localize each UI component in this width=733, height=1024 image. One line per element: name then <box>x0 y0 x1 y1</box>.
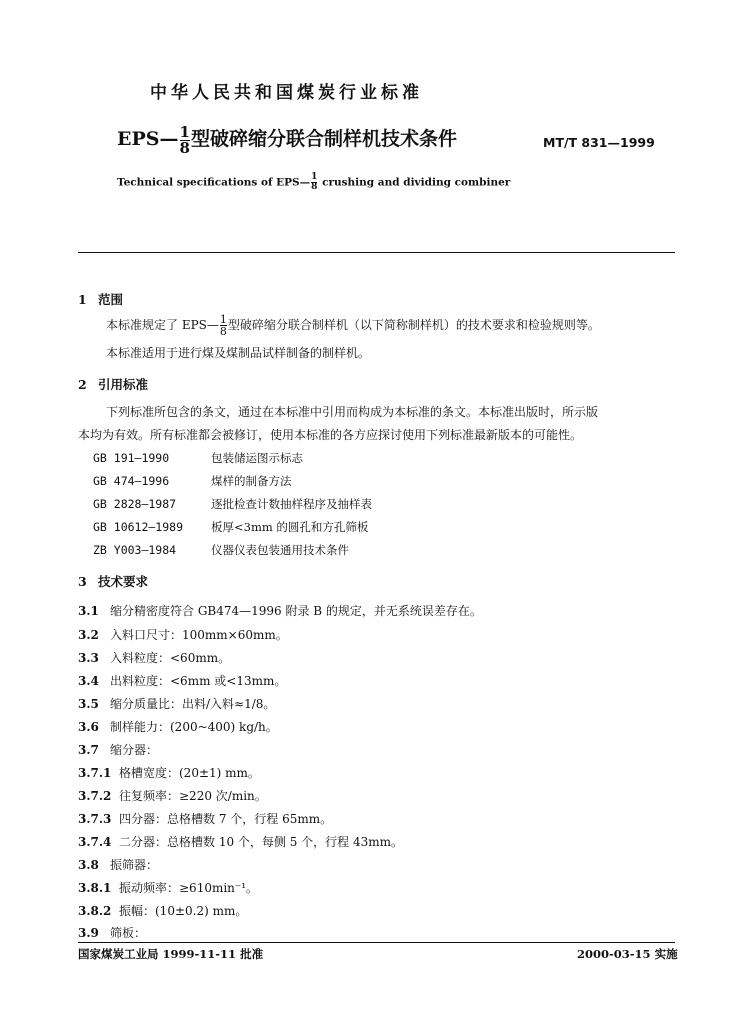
clause-3-7-3 <box>78 810 332 827</box>
reference-code: GB 2828—1987 <box>93 497 177 511</box>
clause-3-9 <box>78 924 146 941</box>
english-title-prefix: Technical specifications of EPS— <box>117 176 311 189</box>
clause-number: 3.7.4 <box>78 835 112 849</box>
section-3-number: 3 <box>78 574 87 589</box>
clause-3-6 <box>78 718 278 735</box>
clause-3-5 <box>78 695 275 712</box>
section-2-heading <box>78 375 148 393</box>
reference-item <box>93 450 303 466</box>
clause-3-3 <box>78 649 230 666</box>
title-fraction-numerator: 1 <box>179 122 190 141</box>
reference-code: GB 10612—1989 <box>93 520 184 534</box>
clause-text: 往复频率：≥220 次/min。 <box>119 789 267 803</box>
section-1-p1-suffix: 型破碎缩分联合制样机（以下简称制样机）的技术要求和检验规则等。 <box>227 318 600 332</box>
clause-3-7-1 <box>78 764 260 781</box>
clause-number: 3.4 <box>78 674 99 688</box>
reference-item <box>93 519 368 535</box>
clause-3-7 <box>78 741 158 758</box>
section-1-fraction-denominator: 8 <box>219 325 227 338</box>
document-title <box>117 124 457 156</box>
reference-code: GB 191—1990 <box>93 451 170 465</box>
reference-code: ZB Y003—1984 <box>93 543 177 557</box>
english-fraction <box>311 173 317 192</box>
implementation-line: 2000-03-15 实施 <box>577 947 678 961</box>
reference-title: 包装储运图示标志 <box>211 451 303 465</box>
reference-title: 逐批检查计数抽样程序及抽样表 <box>211 497 372 511</box>
section-2-title: 引用标准 <box>98 377 149 392</box>
clause-3-7-2 <box>78 787 267 804</box>
reference-item <box>93 542 349 558</box>
title-fraction-denominator: 8 <box>179 138 190 157</box>
clause-number: 3.9 <box>78 926 99 940</box>
clause-text: 筛板： <box>110 926 147 940</box>
clause-3-4 <box>78 672 286 689</box>
clause-number: 3.7.1 <box>78 766 112 780</box>
english-title-suffix: crushing and dividing combiner <box>322 176 511 189</box>
clause-number: 3.8.1 <box>78 881 112 895</box>
clause-text: 振幅：(10±0.2) mm。 <box>119 904 248 918</box>
reference-item <box>93 496 372 512</box>
clause-number: 3.2 <box>78 628 99 642</box>
section-1-fraction <box>220 314 227 337</box>
clause-text: 二分器：总格槽数 10 个，每侧 5 个，行程 43mm。 <box>119 835 404 849</box>
english-fraction-denominator: 8 <box>311 182 318 192</box>
clause-number: 3.8 <box>78 858 99 872</box>
section-1-heading <box>78 290 123 308</box>
clause-text: 振动频率：≥610min⁻¹。 <box>119 881 259 895</box>
reference-title: 板厚<3mm 的圆孔和方孔筛板 <box>211 520 369 534</box>
clause-number: 3.7.2 <box>78 789 112 803</box>
clause-number: 3.7.3 <box>78 812 112 826</box>
clause-number: 3.7 <box>78 743 99 757</box>
section-1-paragraph-1 <box>106 314 600 337</box>
clause-text: 缩分精密度符合 GB474—1996 附录 B 的规定，并无系统误差存在。 <box>110 604 482 618</box>
section-2-paragraph-line-1: 下列标准所包含的条文，通过在本标准中引用而构成为本标准的条文。本标准出版时，所示版 <box>106 405 599 419</box>
clause-3-1 <box>78 602 482 619</box>
clause-text: 入料口尺寸：100mm×60mm。 <box>110 628 288 642</box>
clause-text: 振筛器： <box>110 858 159 872</box>
clause-text: 出料粒度：<6mm 或<13mm。 <box>110 674 287 688</box>
section-1-title: 范围 <box>98 292 124 307</box>
clause-text: 缩分质量比：出料/入料≈1/8。 <box>110 697 276 711</box>
section-1-fraction-numerator: 1 <box>219 313 227 326</box>
header-rule <box>78 252 675 253</box>
clause-number: 3.3 <box>78 651 99 665</box>
clause-3-2 <box>78 626 288 643</box>
clause-text: 入料粒度：<60mm。 <box>110 651 231 665</box>
clause-3-8-2 <box>78 902 247 919</box>
section-1-p1-prefix: 本标准规定了 EPS— <box>106 318 219 332</box>
clause-text: 格槽宽度：(20±1) mm。 <box>119 766 260 780</box>
approval-line: 国家煤炭工业局 1999-11-11 批准 <box>78 947 264 961</box>
english-fraction-numerator: 1 <box>311 172 318 182</box>
title-suffix: 型破碎缩分联合制样机技术条件 <box>190 128 457 150</box>
clause-number: 3.5 <box>78 697 99 711</box>
section-1-number: 1 <box>78 292 87 307</box>
reference-title: 仪器仪表包装通用技术条件 <box>211 543 349 557</box>
clause-number: 3.8.2 <box>78 904 112 918</box>
clause-3-8 <box>78 856 158 873</box>
clause-text: 缩分器： <box>110 743 159 757</box>
clause-3-7-4 <box>78 833 403 850</box>
section-2-number: 2 <box>78 377 87 392</box>
clause-number: 3.6 <box>78 720 99 734</box>
clause-number: 3.1 <box>78 604 99 618</box>
reference-item <box>93 473 292 489</box>
section-2-paragraph-line-2: 本均为有效。所有标准都会被修订，使用本标准的各方应探讨使用下列标准最新版本的可能性。 <box>78 428 583 442</box>
section-3-heading <box>78 572 148 590</box>
section-1-paragraph-2: 本标准适用于进行煤及煤制品试样制备的制样机。 <box>106 346 371 360</box>
clause-text: 四分器：总格槽数 7 个，行程 65mm。 <box>119 812 333 826</box>
clause-3-8-1 <box>78 879 258 896</box>
org-title: 中华人民共和国煤炭行业标准 <box>150 83 423 103</box>
title-prefix: EPS— <box>117 128 179 150</box>
clause-text: 制样能力：(200~400) kg/h。 <box>110 720 278 734</box>
english-title <box>117 173 510 192</box>
footer-rule <box>78 942 675 943</box>
reference-title: 煤样的制备方法 <box>211 474 292 488</box>
section-3-title: 技术要求 <box>98 574 149 589</box>
reference-code: GB 474—1996 <box>93 474 170 488</box>
title-fraction <box>179 122 190 157</box>
standard-number: MT/T 831—1999 <box>543 135 655 150</box>
